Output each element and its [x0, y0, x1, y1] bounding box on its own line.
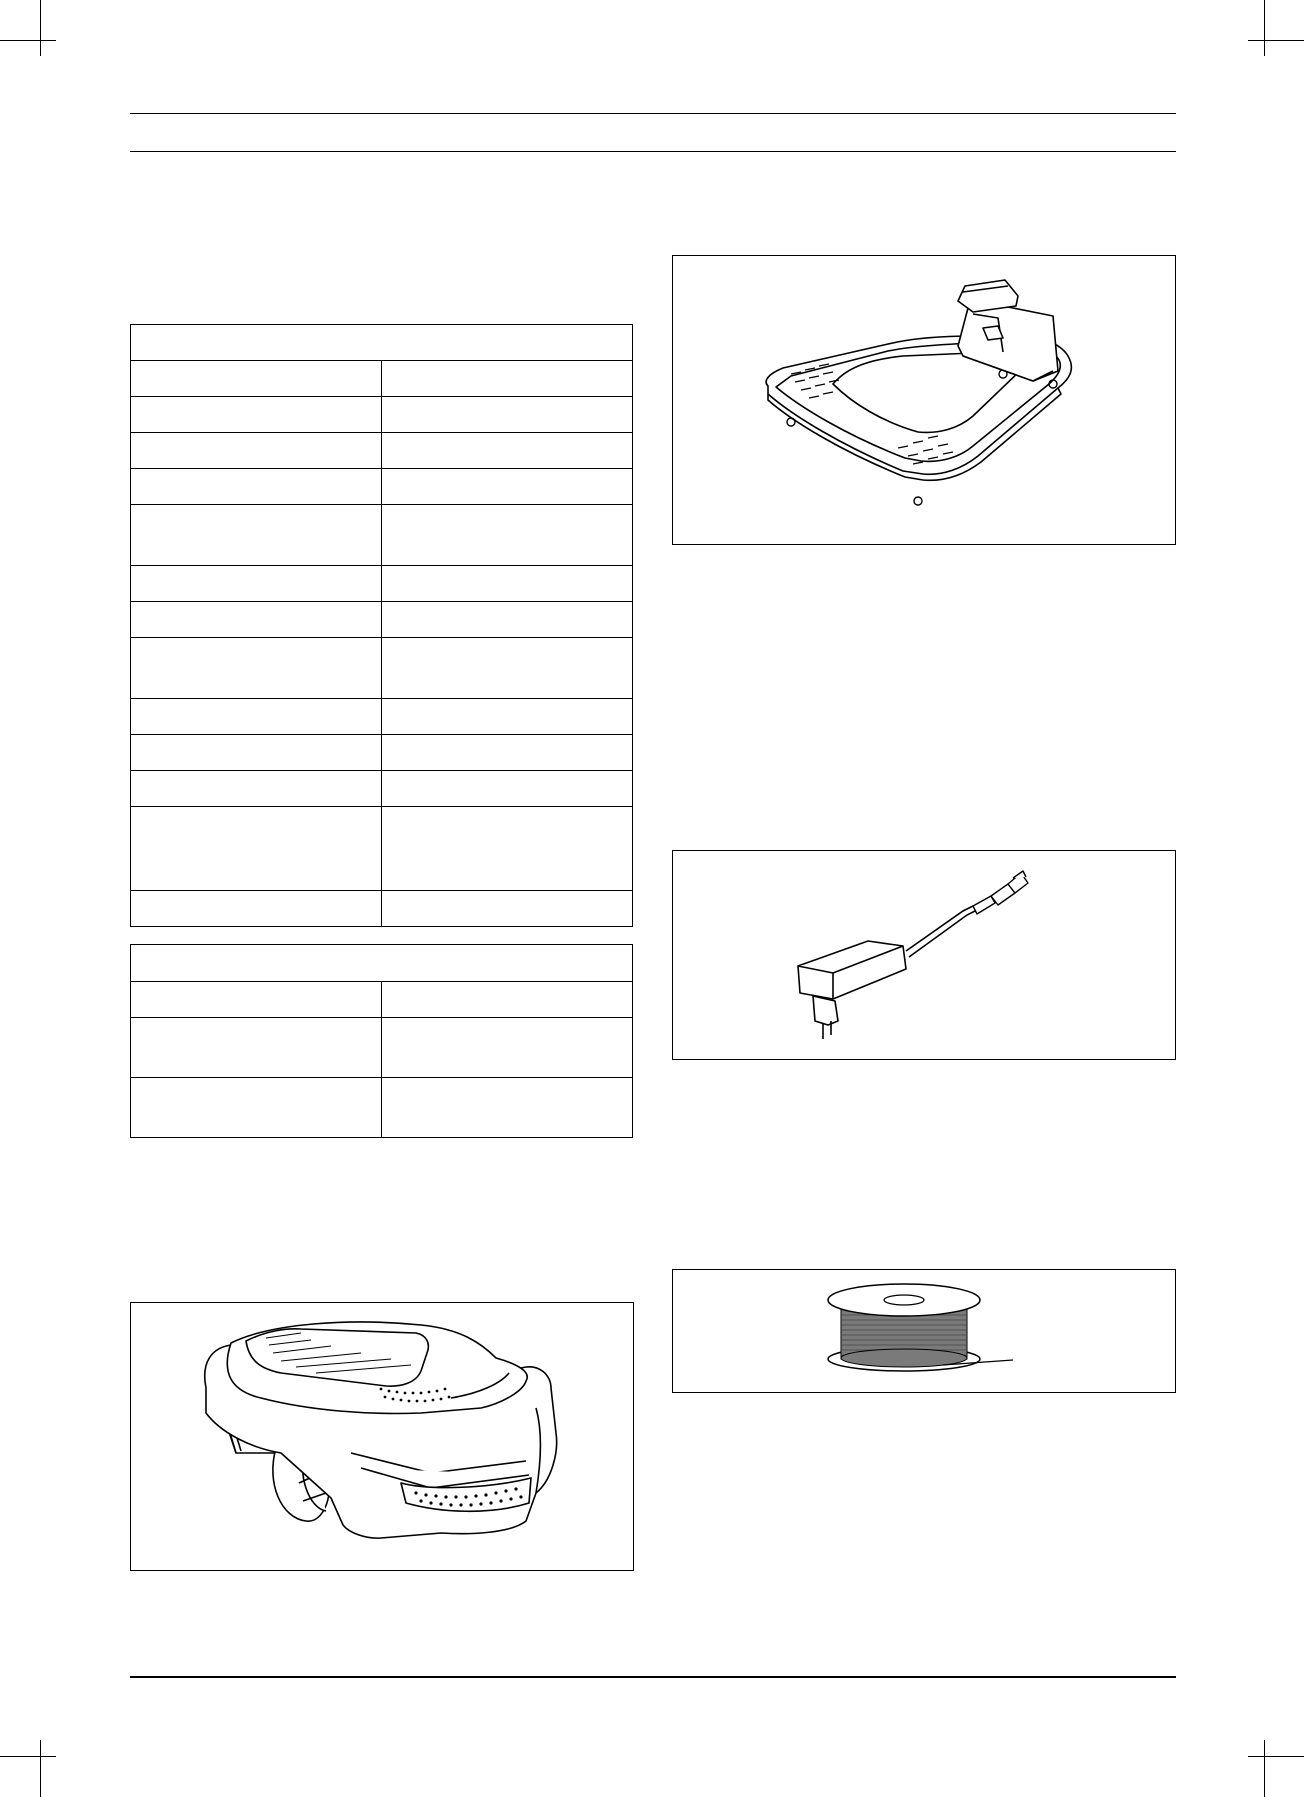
power-supply-icon	[673, 851, 1177, 1061]
table-row	[131, 1078, 633, 1138]
table-title	[131, 325, 633, 361]
row-label	[131, 1078, 382, 1138]
row-label	[131, 1018, 382, 1078]
table-row	[131, 771, 633, 807]
row-label	[131, 891, 382, 927]
table-header-row	[131, 945, 633, 982]
crop-mark-bottom-right-v	[1264, 1740, 1265, 1797]
row-value	[382, 433, 633, 469]
table-row	[131, 602, 633, 638]
table-row	[131, 505, 633, 566]
row-value	[382, 807, 633, 891]
robotic-mower-icon	[131, 1303, 635, 1572]
row-value	[382, 469, 633, 505]
table-row	[131, 807, 633, 891]
table-row	[131, 735, 633, 771]
row-label	[131, 638, 382, 699]
row-value	[382, 1078, 633, 1138]
table-row	[131, 699, 633, 735]
row-label	[131, 982, 382, 1018]
table-row	[131, 469, 633, 505]
row-label	[131, 505, 382, 566]
row-label	[131, 735, 382, 771]
table-row	[131, 361, 633, 397]
row-value	[382, 505, 633, 566]
row-value	[382, 735, 633, 771]
row-label	[131, 699, 382, 735]
crop-mark-bottom-left-v	[40, 1740, 41, 1797]
row-label	[131, 469, 382, 505]
row-label	[131, 566, 382, 602]
crop-mark-top-right-h	[1248, 40, 1304, 41]
table-row	[131, 1018, 633, 1078]
row-value	[382, 638, 633, 699]
row-value	[382, 566, 633, 602]
table-row	[131, 891, 633, 927]
row-label	[131, 433, 382, 469]
row-label	[131, 771, 382, 807]
crop-mark-top-left-v	[40, 0, 41, 56]
header-rule-top	[130, 113, 1176, 114]
footer-rule	[130, 1676, 1176, 1678]
spec-table-1	[130, 324, 633, 927]
row-value	[382, 891, 633, 927]
table-title	[131, 945, 633, 982]
table-header-row	[131, 325, 633, 361]
row-value	[382, 982, 633, 1018]
table-row	[131, 433, 633, 469]
row-value	[382, 361, 633, 397]
crop-mark-top-right-v	[1264, 0, 1265, 56]
robotic-mower-figure	[130, 1302, 634, 1571]
crop-mark-bottom-right-h	[1248, 1756, 1304, 1757]
row-label	[131, 361, 382, 397]
charging-station-figure	[672, 255, 1176, 545]
row-value	[382, 1018, 633, 1078]
row-label	[131, 602, 382, 638]
table-row	[131, 397, 633, 433]
row-value	[382, 699, 633, 735]
row-value	[382, 602, 633, 638]
table-row	[131, 566, 633, 602]
power-supply-figure	[672, 850, 1176, 1060]
table-row	[131, 638, 633, 699]
row-label	[131, 397, 382, 433]
wire-spool-figure	[672, 1269, 1176, 1393]
row-value	[382, 397, 633, 433]
wire-spool-icon	[673, 1270, 1177, 1394]
table-row	[131, 982, 633, 1018]
row-value	[382, 771, 633, 807]
header-rule-bottom	[130, 151, 1176, 152]
spec-table-2	[130, 944, 633, 1138]
crop-mark-top-left-h	[0, 40, 56, 41]
crop-mark-bottom-left-h	[0, 1756, 56, 1757]
charging-station-icon	[673, 256, 1177, 546]
row-label	[131, 807, 382, 891]
